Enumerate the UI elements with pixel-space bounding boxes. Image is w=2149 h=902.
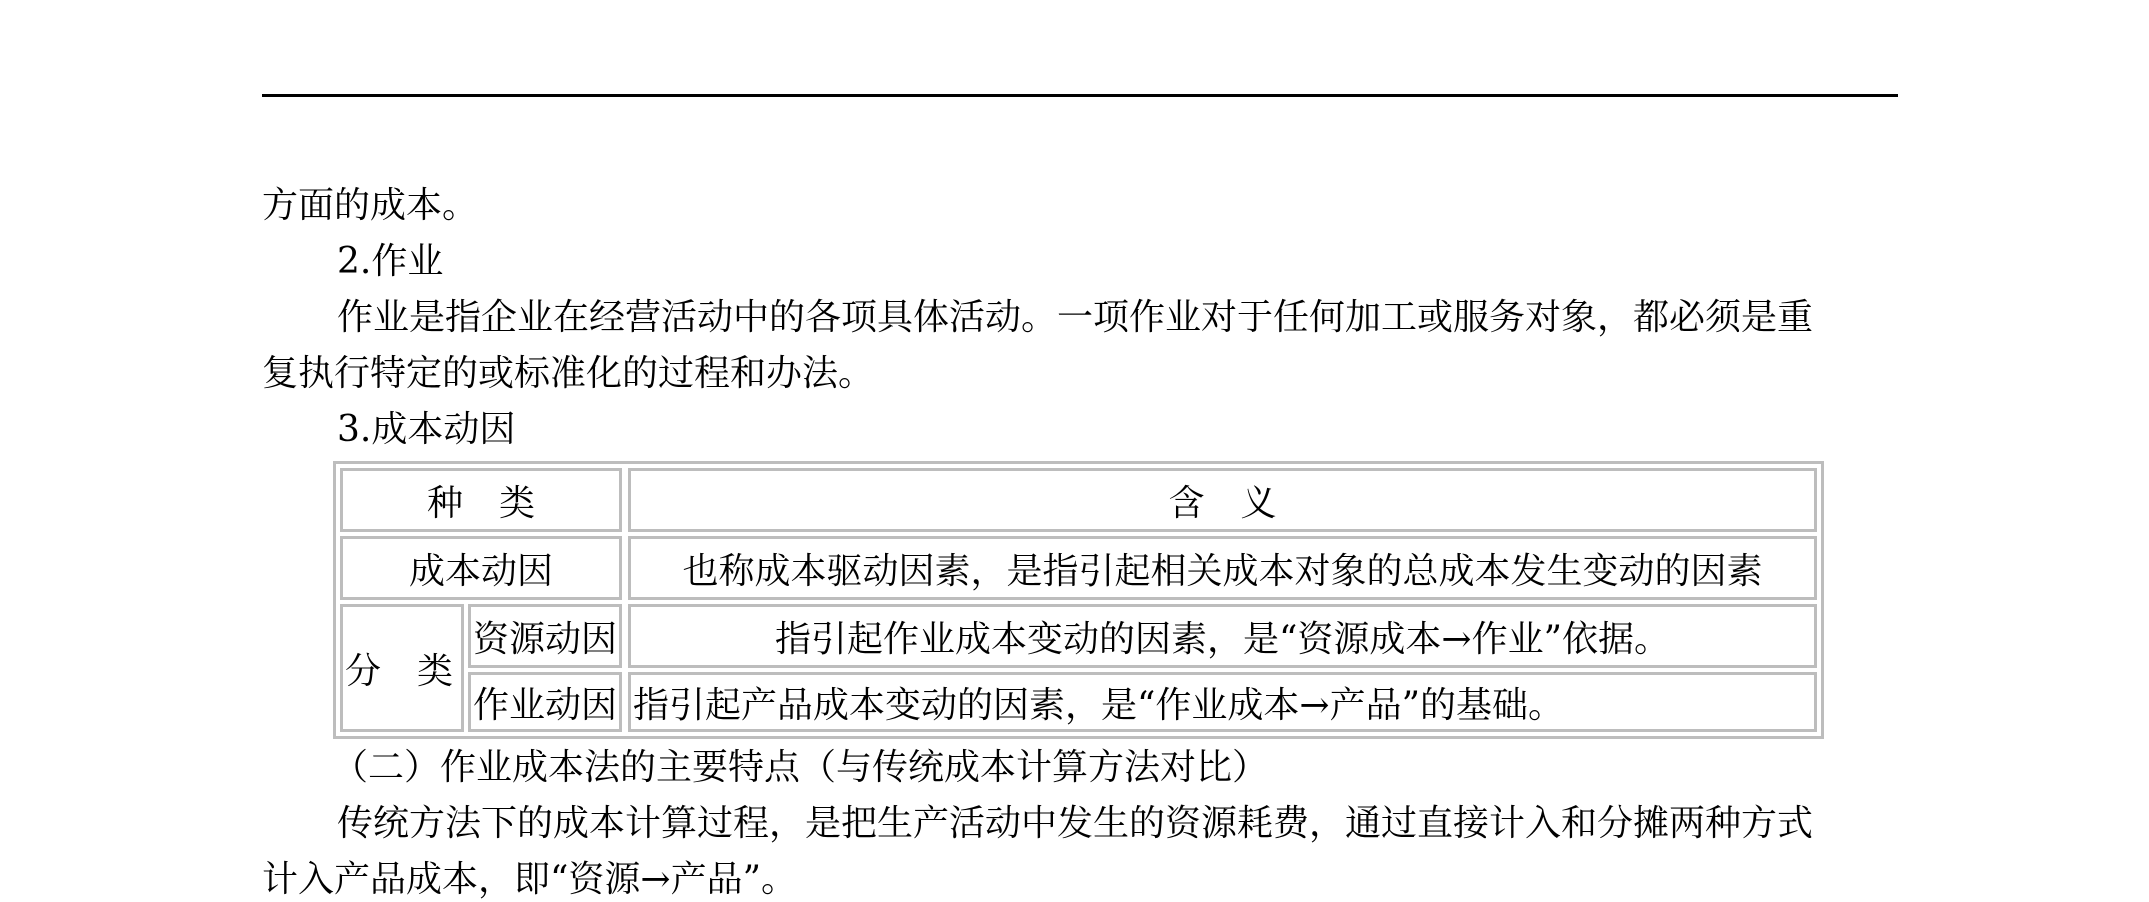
- table-subcell-meaning: 指引起产品成本变动的因素，是“作业成本→产品”的基础。: [628, 672, 1817, 732]
- table-subcell-meaning: 指引起作业成本变动的因素，是“资源成本→作业”依据。: [628, 604, 1817, 668]
- paragraph-traditional-line-2: 计入产品成本，即“资源→产品”。: [262, 859, 797, 900]
- header-rule: [262, 94, 1898, 97]
- cost-driver-table: [333, 461, 1824, 739]
- table-cell-type: 成本动因: [340, 536, 622, 600]
- paragraph-traditional-line-1: 传统方法下的成本计算过程，是把生产活动中发生的资源耗费，通过直接计入和分摊两种方式: [337, 803, 1814, 844]
- table-subcell-type: 作业动因: [468, 672, 622, 732]
- table-header-type: 种 类: [340, 468, 622, 532]
- paragraph-activity-line-1: 作业是指企业在经营活动中的各项具体活动。一项作业对于任何加工或服务对象，都必须是重: [337, 297, 1814, 338]
- paragraph-continuation: 方面的成本。: [262, 185, 479, 226]
- table-header-meaning: 含 义: [628, 468, 1817, 532]
- table-cell-meaning: 也称成本驱动因素，是指引起相关成本对象的总成本发生变动的因素: [628, 536, 1817, 600]
- section-heading-features: （二）作业成本法的主要特点（与传统成本计算方法对比）: [332, 747, 1269, 788]
- paragraph-activity-line-2: 复执行特定的或标准化的过程和办法。: [262, 353, 875, 394]
- table-group-label: 分 类: [340, 604, 464, 732]
- section-heading-cost-driver: 3.成本动因: [337, 409, 516, 450]
- section-heading-activity: 2.作业: [337, 241, 444, 282]
- table-subcell-type: 资源动因: [468, 604, 622, 668]
